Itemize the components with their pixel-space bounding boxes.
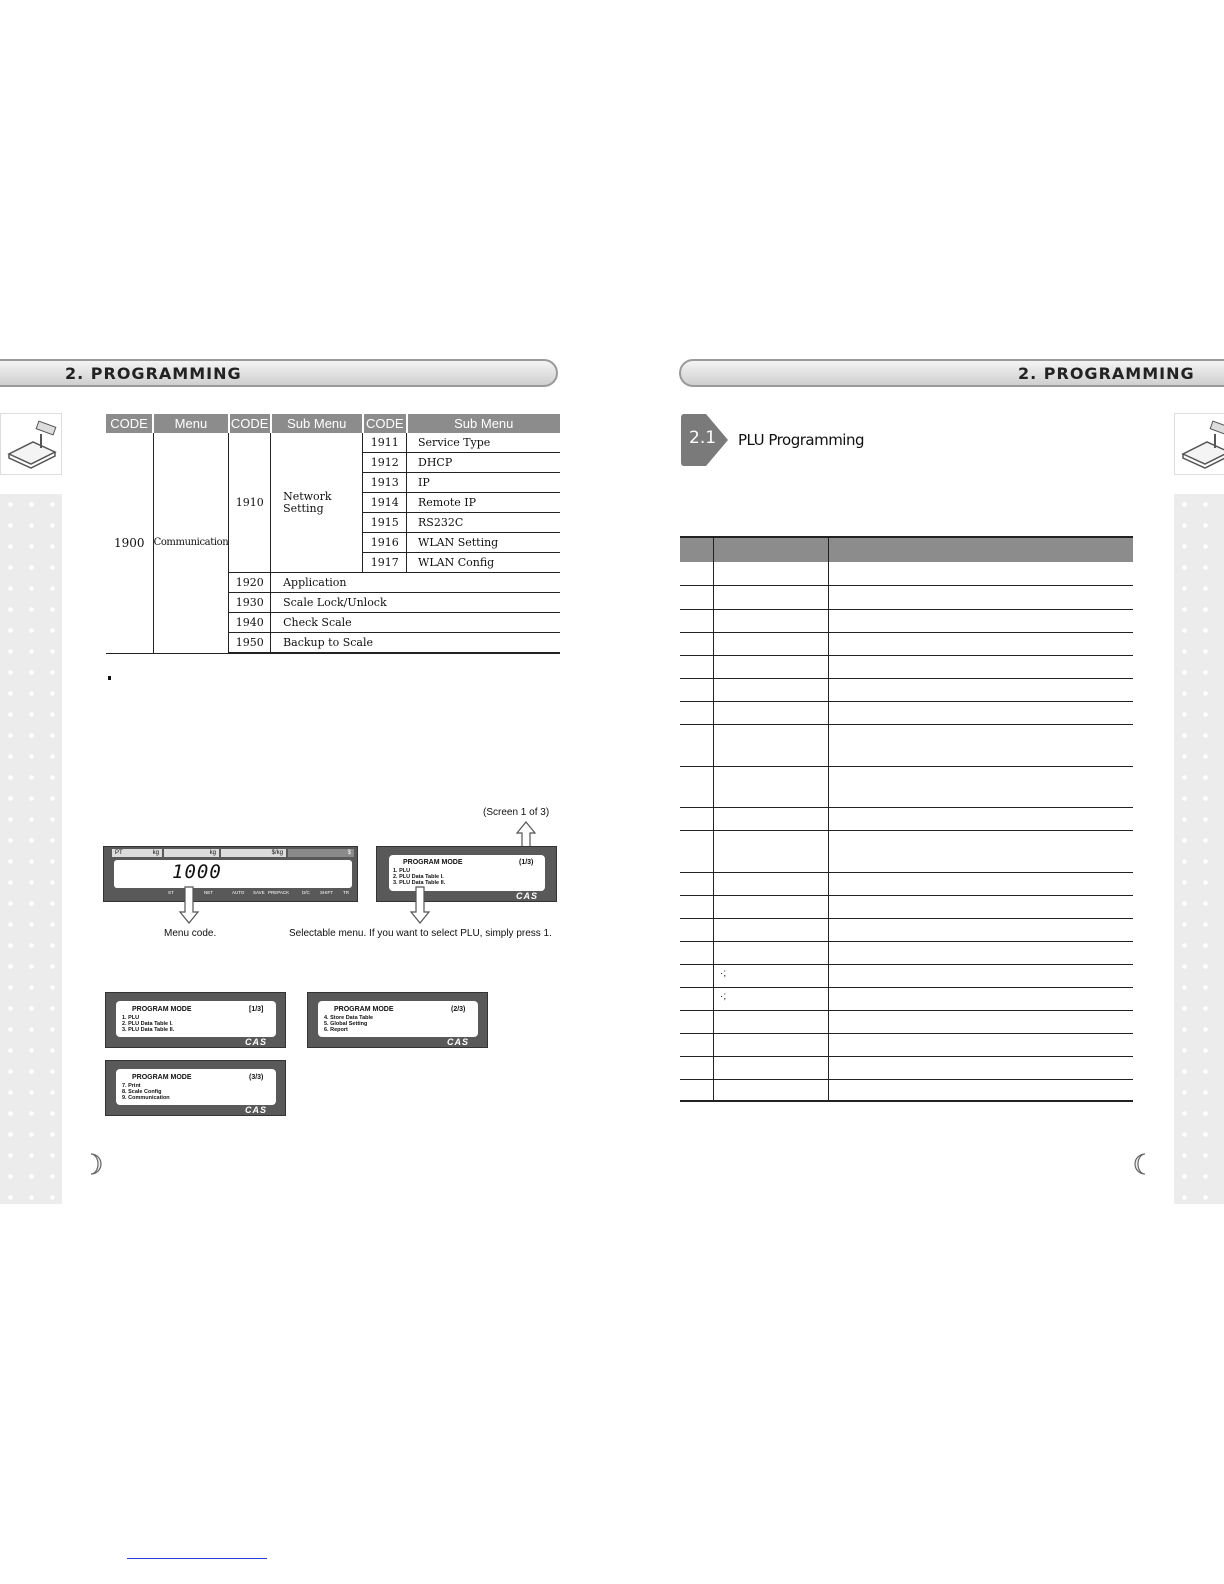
submenu-code: 1912 bbox=[363, 453, 407, 473]
network-label: Network Setting bbox=[271, 433, 363, 573]
table-row bbox=[680, 871, 1133, 873]
screen-line: 2. PLU Data Table I. bbox=[122, 1021, 173, 1027]
submenu-name: Backup to Scale bbox=[271, 633, 560, 654]
program-screen-main bbox=[376, 846, 557, 902]
screen-page: (1/3) bbox=[519, 859, 534, 866]
submenu-code: 1915 bbox=[363, 513, 407, 533]
indicator: AUTO bbox=[232, 890, 245, 895]
section-number: 2.1 bbox=[689, 428, 717, 448]
table-row bbox=[680, 829, 1133, 831]
menu-table-header bbox=[106, 414, 560, 433]
screen-line: 3. PLU Data Table II. bbox=[393, 880, 446, 886]
screen-title: PROGRAM MODE bbox=[334, 1006, 394, 1013]
section-title: PLU Programming bbox=[738, 431, 864, 449]
footer-link-underline bbox=[127, 1558, 267, 1559]
weight-display bbox=[103, 846, 358, 902]
submenu-code: 1930 bbox=[229, 593, 271, 613]
table-row bbox=[680, 1078, 1133, 1080]
right-side-strip bbox=[1174, 494, 1224, 1204]
submenu-name: IP bbox=[407, 473, 560, 493]
submenu-name: Remote IP bbox=[407, 493, 560, 513]
scale-icon bbox=[1, 414, 61, 474]
submenu-code: 1917 bbox=[363, 553, 407, 573]
display-tag-dollar bbox=[288, 849, 354, 857]
header-submenu-2: Sub Menu bbox=[407, 414, 560, 433]
submenu-name: Application bbox=[271, 573, 560, 593]
submenu-code: 1911 bbox=[363, 433, 407, 453]
header-submenu-1: Sub Menu bbox=[271, 414, 363, 433]
program-screen-3 bbox=[105, 1060, 286, 1116]
indicator: SHIFT bbox=[320, 890, 333, 895]
table-row bbox=[680, 608, 1133, 610]
header-code-3: CODE bbox=[363, 414, 407, 433]
cas-logo: CAS bbox=[245, 1037, 268, 1047]
table-row bbox=[680, 917, 1133, 919]
screen-line: 5. Global Setting bbox=[324, 1021, 368, 1027]
right-header-title: 2. PROGRAMMING bbox=[1018, 364, 1195, 383]
tag-dollar: $ bbox=[347, 850, 351, 856]
table-row bbox=[680, 986, 1133, 988]
indicator: TR bbox=[343, 890, 349, 895]
header-menu: Menu bbox=[153, 414, 229, 433]
right-table-col-line bbox=[713, 538, 714, 1100]
display-tag-kg bbox=[164, 849, 219, 857]
screen-line: 3. PLU Data Table II. bbox=[122, 1027, 175, 1033]
table-row bbox=[680, 963, 1133, 965]
screen-line: 6. Report bbox=[324, 1027, 348, 1033]
page-crescent-icon bbox=[1130, 1153, 1148, 1175]
submenu-code: 1940 bbox=[229, 613, 271, 633]
table-row bbox=[680, 677, 1133, 679]
submenu-code: 1920 bbox=[229, 573, 271, 593]
screen-line: 1. PLU bbox=[122, 1015, 140, 1021]
indicator: NET bbox=[204, 890, 213, 895]
screen-page: (3/3) bbox=[249, 1074, 264, 1081]
indicator: D/C bbox=[302, 890, 310, 895]
submenu-code: 1950 bbox=[229, 633, 271, 654]
menu-code: 1900 bbox=[106, 433, 153, 653]
header-code-1: CODE bbox=[106, 414, 153, 433]
left-scale-thumbnail bbox=[0, 413, 62, 475]
program-screen-1-display bbox=[116, 1001, 276, 1037]
program-screen-3-display bbox=[116, 1069, 276, 1105]
screen-title: PROGRAM MODE bbox=[132, 1074, 192, 1081]
table-row bbox=[680, 700, 1133, 702]
tag-pt: PT bbox=[115, 850, 123, 856]
screen-line: 4. Store Data Table bbox=[324, 1015, 374, 1021]
bullet-mark bbox=[108, 676, 111, 680]
table-row bbox=[680, 940, 1133, 942]
down-arrow-icon bbox=[178, 886, 200, 924]
row-mark: ·; bbox=[720, 968, 727, 979]
display-screen bbox=[114, 860, 352, 888]
submenu-name: Service Type bbox=[407, 433, 560, 453]
table-row bbox=[680, 765, 1133, 767]
screen-line: 8. Scale Config bbox=[122, 1089, 162, 1095]
screen-title: PROGRAM MODE bbox=[403, 859, 463, 866]
display-tag-price bbox=[221, 849, 286, 857]
table-row bbox=[680, 806, 1133, 808]
screen-page: [1/3] bbox=[249, 1006, 264, 1013]
submenu-name: RS232C bbox=[407, 513, 560, 533]
cas-logo: CAS bbox=[245, 1105, 268, 1115]
submenu-name: WLAN Config bbox=[407, 553, 560, 573]
table-row bbox=[680, 654, 1133, 656]
menu-name: Communication bbox=[153, 433, 229, 653]
screen-line: 1. PLU bbox=[393, 868, 411, 874]
header-code-2: CODE bbox=[229, 414, 271, 433]
screen-line: 2. PLU Data Table I. bbox=[393, 874, 444, 880]
program-screen-2-display bbox=[318, 1001, 478, 1037]
right-table-col-line bbox=[828, 538, 829, 1100]
display-tag-pt bbox=[112, 849, 162, 857]
left-header-bar bbox=[0, 359, 558, 387]
table-row bbox=[680, 1009, 1133, 1011]
caption-selectable-menu: Selectable menu. If you want to select PLU, simply press 1. bbox=[289, 928, 552, 939]
program-screen-2 bbox=[307, 992, 488, 1048]
caption-menu-code: Menu code. bbox=[164, 928, 217, 939]
screen-title: PROGRAM MODE bbox=[132, 1006, 192, 1013]
submenu-name: Scale Lock/Unlock bbox=[271, 593, 560, 613]
tag-per-kg: $/kg bbox=[271, 850, 283, 856]
menu-table bbox=[106, 414, 560, 654]
indicator: SAVE bbox=[253, 890, 265, 895]
table-row bbox=[680, 1055, 1133, 1057]
screen-label: (Screen 1 of 3) bbox=[483, 807, 550, 818]
submenu-code: 1913 bbox=[363, 473, 407, 493]
page-crescent-icon bbox=[88, 1153, 106, 1175]
table-row bbox=[680, 1099, 1133, 1102]
table-row bbox=[680, 894, 1133, 896]
network-code: 1910 bbox=[229, 433, 271, 573]
submenu-name: WLAN Setting bbox=[407, 533, 560, 553]
screen-line: 9. Communication bbox=[122, 1095, 170, 1101]
right-scale-thumbnail bbox=[1174, 413, 1224, 475]
screen-page: (2/3) bbox=[451, 1006, 466, 1013]
table-row bbox=[680, 1032, 1133, 1034]
table-row bbox=[680, 723, 1133, 725]
submenu-name: Check Scale bbox=[271, 613, 560, 633]
scale-icon bbox=[1175, 414, 1224, 474]
table-row bbox=[680, 584, 1133, 586]
left-header-title: 2. PROGRAMMING bbox=[65, 364, 242, 383]
submenu-code: 1914 bbox=[363, 493, 407, 513]
program-screen-1 bbox=[105, 992, 286, 1048]
tag-kg: kg bbox=[152, 850, 159, 856]
down-arrow-icon bbox=[409, 886, 431, 924]
tag-kg-2: kg bbox=[209, 850, 216, 856]
cas-logo: CAS bbox=[516, 891, 539, 901]
left-side-strip bbox=[0, 494, 62, 1204]
indicator: ST bbox=[168, 890, 174, 895]
right-header-bar bbox=[679, 359, 1224, 387]
submenu-name: DHCP bbox=[407, 453, 560, 473]
indicator: PREPACK bbox=[268, 890, 290, 895]
display-value: 1000 bbox=[172, 861, 222, 883]
table-row bbox=[680, 631, 1133, 633]
screen-line: 7. Print bbox=[122, 1083, 141, 1089]
row-mark: ·; bbox=[720, 991, 727, 1002]
right-table-header bbox=[680, 536, 1133, 562]
submenu-code: 1916 bbox=[363, 533, 407, 553]
table-row bbox=[106, 433, 560, 453]
cas-logo: CAS bbox=[447, 1037, 470, 1047]
